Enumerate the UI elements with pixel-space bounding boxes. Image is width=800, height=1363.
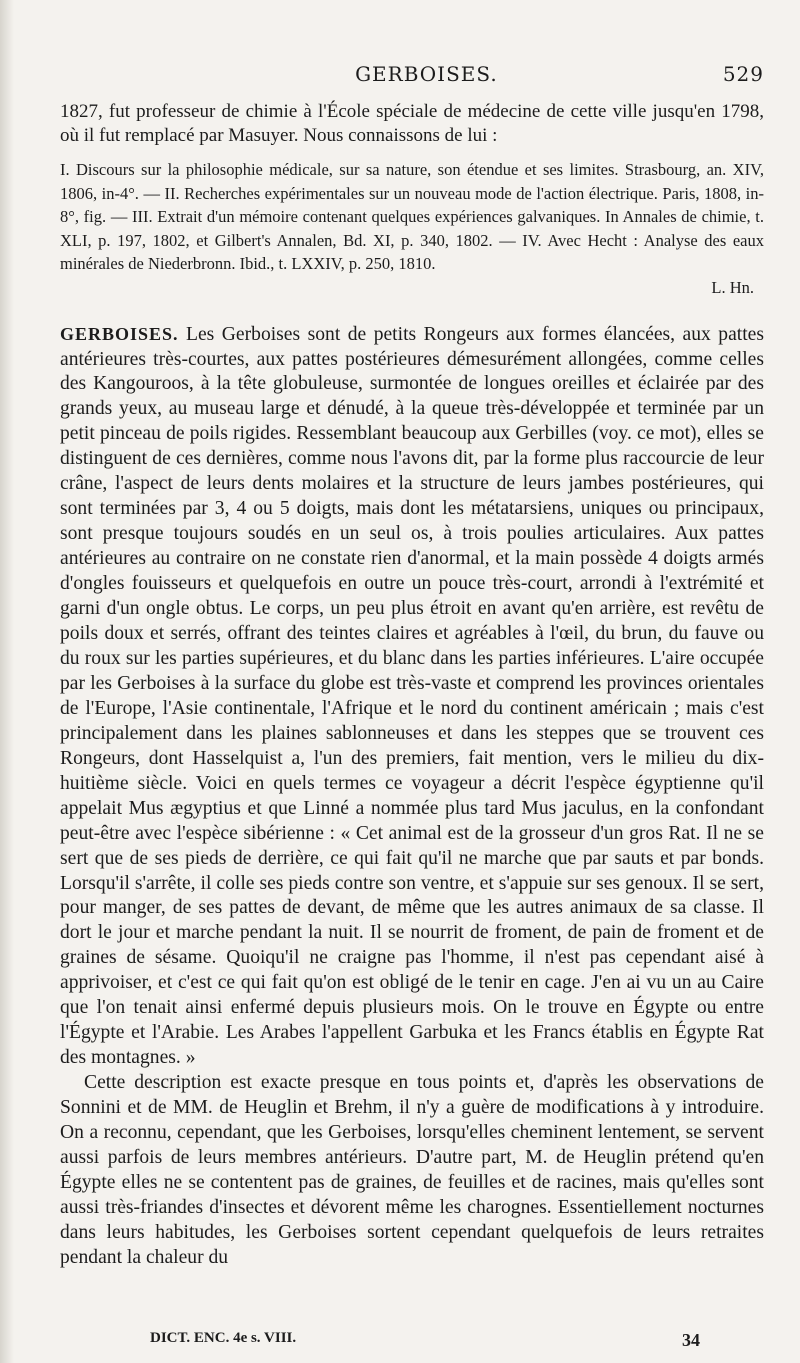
binding-edge <box>0 0 14 1363</box>
author-signature: L. Hn. <box>711 277 754 297</box>
entry-paragraph-1 <box>60 322 764 1072</box>
article-entry <box>60 322 764 1271</box>
entry-paragraph-1-text: Les Gerboises sont de petits Rongeurs aux formes élancées, aux pattes antérieures très-courtes, aux pattes postérieures démesurément allongées, comme celles des Kangouroos, à la tête globuleuse, surmontée de longues oreilles et éclairée par des grands yeux, au museau large et dénudé, à la queue très-développée et terminée par un petit pinceau de poils rigides. Ressemblant beaucoup aux Gerbilles (voy. ce mot), elles se distinguent de ces dernières, comme nous l'avons dit, par la forme plus raccourcie de leur crâne, l'aspect de leurs dents molaires et la structure de leurs jambes postérieures, qui sont terminées par 3, 4 ou 5 doigts, mais dont les métatarsiens, uniques ou principaux, sont presque toujours soudés en un seul os, à trois poulies articulaires. Aux pattes antérieures au contraire on ne constate rien d'anormal, et la main possède 4 doigts armés d'ongles fouisseurs et quelquefois en outre un pouce très-court, arrondi à l'extrémité et garni d'un ongle obtus. Le corps, un peu plus étroit en avant qu'en arrière, est revêtu de poils doux et serrés, offrant des teintes claires et agréables à l'œil, du brun, du fauve ou du roux sur les parties supérieures, et du blanc dans les parties inférieures. L'aire occupée par les Gerboises à la surface du globe est très-vaste et comprend les provinces orientales de l'Europe, l'Asie continentale, l'Afrique et le nord du continent américain ; mais c'est principalement dans les plaines sablonneuses et dans les steppes que se trouvent ces Rongeurs, dont Hasselquist a, l'un des premiers, fait mention, vers le milieu du dix-huitième siècle. Voici en quels termes ce voyageur a décrit l'espèce égyptienne qu'il appelait Mus ægyptius et que Linné a nommée plus tard Mus jaculus, en la confondant peut-être avec l'espèce sibérienne : « Cet animal est de la grosseur d'un gros Rat. Il ne se sert que de ses pieds de derrière, ce qui fait qu'il ne marche que par sauts et par bonds. Lorsqu'il s'arrête, il colle ses pieds contre son ventre, et s'appuie sur ses genoux. Il se sert, pour manger, de ses pattes de devant, de même que les autres animaux de sa classe. Il dort le jour et marche pendant la nuit. Il se nourrit de froment, de pain de froment et de graines de sésame. Quoiqu'il ne craigne pas l'homme, il n'est pas cependant aisé à apprivoiser, et c'est ce qui fait qu'on est obligé de le tenir en cage. J'en ai vu un au Caire que l'on tenait ainsi enfermé depuis plusieurs mois. On le trouve en Égypte ou entre l'Égypte et l'Arabie. Les Arabes l'appellent Garbuka et les Francs établis en Égypte Rat des montagnes. » <box>60 323 764 1069</box>
entry-paragraph-2: Cette description est exacte presque en tous points et, d'après les observations de Sonnini et de MM. de Heuglin et Brehm, il n'y a guère de modifications à y introduire. On a reconnu, cependant, que les Gerboises, lorsqu'elles cheminent lentement, se servent aussi parfois de leurs membres antérieurs. D'autre part, M. de Heuglin prétend qu'en Égypte elles ne se contentent pas de graines, de feuilles et de racines, mais qu'elles sont aussi très-friandes d'insectes et dévorent même les charognes. Essentiellement nocturnes dans leurs habitudes, les Gerboises sortent cependant quelquefois de leurs retraites pendant la chaleur du <box>60 1072 764 1268</box>
running-head <box>60 62 764 86</box>
running-head-title: GERBOISES. <box>355 62 498 86</box>
biblio-intro: 1827, fut professeur de chimie à l'École spéciale de médecine de cette ville jusqu'en 1798, où il fut remplacé par Masuyer. Nous connaissons de lui : <box>60 101 764 146</box>
headword: GERBOISES. <box>60 323 179 344</box>
bibliography-block <box>60 100 764 300</box>
biblio-signature-row <box>60 276 764 300</box>
page-number: 529 <box>722 62 764 86</box>
page-footer <box>150 1330 700 1351</box>
footer-signature: DICT. ENC. 4e s. VIII. <box>150 1330 297 1346</box>
footer-folio: 34 <box>682 1330 700 1350</box>
biblio-works: I. Discours sur la philosophie médicale, sur sa nature, son étendue et ses limites. Strasbourg, an. XIV, 1806, in-4°. — II. Recherches expérimentales sur un nouveau mode de l'action électrique. Paris, 1808, in-8°, fig. — III. Extrait d'un mémoire contenant quelques expériences galvaniques. In Annales de chimie, t. XLI, p. 197, 1802, et Gilbert's Annalen, Bd. XI, p. 340, 1802. — IV. Avec Hecht : Analyse des eaux minérales de Niederbronn. Ibid., t. LXXIV, p. 250, 1810. <box>60 160 764 274</box>
